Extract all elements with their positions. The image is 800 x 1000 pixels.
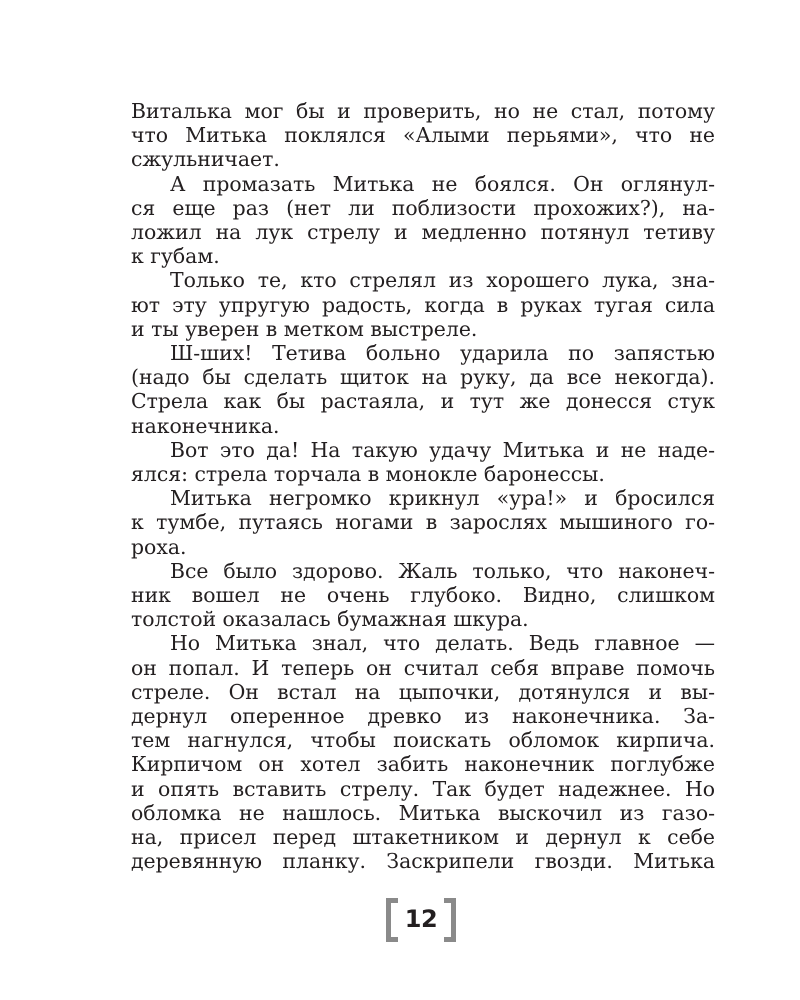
text-line: Митька негромко крикнул «ура!» и бросился	[170, 486, 715, 511]
text-line: Кирпичом он хотел забить наконечник поглубже	[131, 752, 715, 777]
text-line: ложил на лук стрелу и медленно потянул тетиву	[131, 220, 715, 245]
text-line: Стрела как бы растаяла, и тут же донесся стук	[131, 389, 715, 414]
text-line: стреле. Он встал на цыпочки, дотянулся и вы-	[131, 679, 715, 704]
text-line: ник вошел не очень глубоко. Видно, слишком	[131, 583, 715, 608]
text-line: Все было здорово. Жаль только, что наконеч-	[170, 558, 715, 583]
text-line: наконечника.	[131, 413, 280, 438]
text-line: (надо бы сделать щиток на руку, да все некогда).	[131, 365, 715, 390]
text-line: ют эту упругую радость, когда в руках тугая сила	[131, 292, 715, 317]
text-line: Но Митька знал, что делать. Ведь главное —	[170, 631, 715, 656]
text-line: ялся: стрела торчала в монокле баронессы.	[131, 462, 605, 487]
text-line: на, присел перед штакетником и дернул к себе	[131, 825, 715, 850]
text-line: роха.	[131, 534, 187, 559]
right-bracket-icon	[444, 898, 456, 942]
text-line: и опять вставить стрелу. Так будет надежнее. Но	[131, 776, 715, 801]
text-line: Виталька мог бы и проверить, но не стал, потому	[131, 99, 715, 123]
text-line: Только те, кто стрелял из хорошего лука, зна-	[170, 268, 715, 293]
text-line: он попал. И теперь он считал себя вправе помочь	[131, 655, 715, 680]
text-line: сжульничает.	[131, 147, 280, 172]
text-line: к тумбе, путаясь ногами в зарослях мышиного го-	[131, 510, 715, 535]
page-number-text: 12	[404, 905, 438, 933]
text-line: к губам.	[131, 244, 220, 269]
text-line: обломка не нашлось. Митька выскочил из газо-	[131, 800, 715, 825]
text-line: Ш-ших! Тетива больно ударила по запястью	[170, 341, 715, 366]
text-line: дернул оперенное древко из наконечника. За-	[131, 704, 715, 729]
text-line: ся еще раз (нет ли поблизости прохожих?), на-	[131, 195, 715, 220]
text-line: и ты уверен в метком выстреле.	[131, 316, 478, 341]
text-line: А промазать Митька не боялся. Он оглянул-	[170, 171, 715, 196]
text-line: толстой оказалась бумажная шкура.	[131, 607, 529, 632]
body-text	[131, 99, 715, 874]
page-number	[386, 898, 456, 942]
text-line: Вот это да! На такую удачу Митька и не наде-	[170, 437, 715, 462]
text-line: тем нагнулся, чтобы поискать обломок кирпича.	[131, 728, 715, 753]
left-bracket-icon	[386, 898, 398, 942]
text-line: что Митька поклялся «Алыми перьями», что не	[131, 123, 715, 148]
text-line: деревянную планку. Заскрипели гвозди. Митька	[131, 849, 715, 874]
